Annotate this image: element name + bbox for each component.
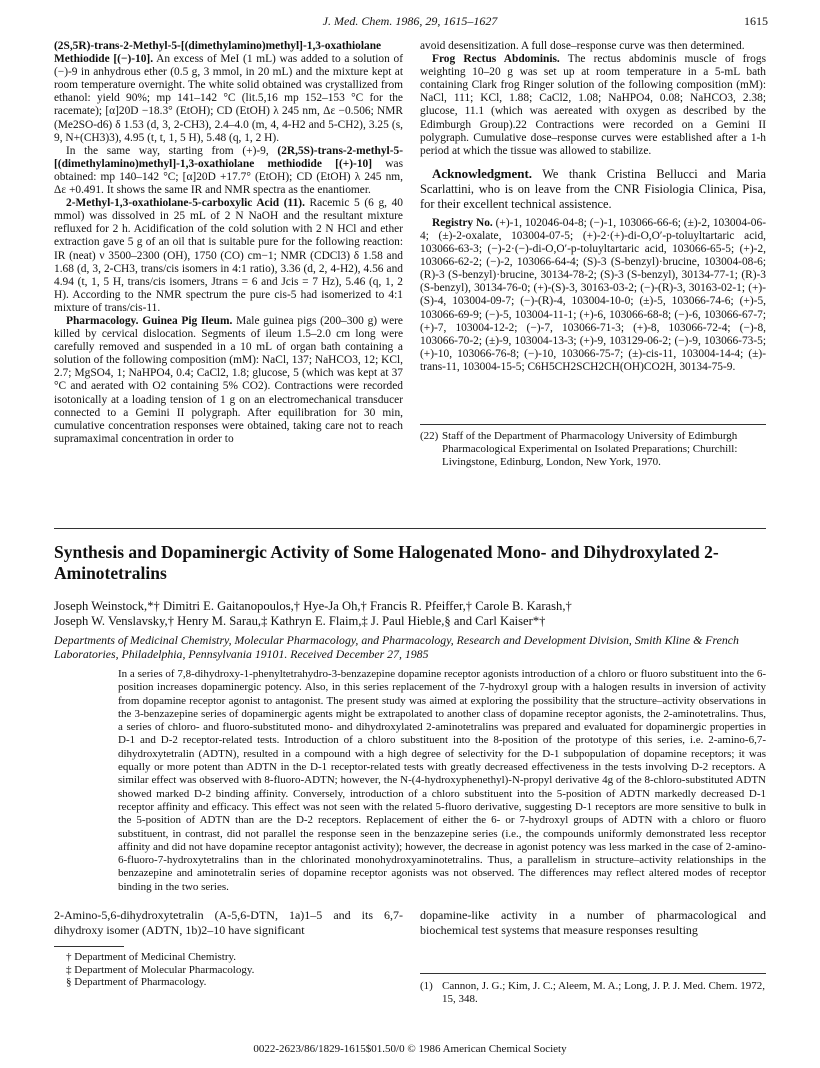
paragraph-carboxylic-acid	[54, 197, 403, 315]
paragraph-frog-rectus	[420, 53, 766, 158]
paragraph-methiodide	[54, 40, 403, 145]
section-heading: Frog Rectus Abdominis.	[432, 53, 560, 66]
footnote: ‡ Department of Molecular Pharmacology.	[66, 963, 255, 976]
paragraph-text: In the same way, starting from (+)-9,	[66, 144, 278, 157]
paragraph-continued: avoid desensitization. A full dose–response curve was then determined.	[420, 40, 745, 52]
paragraph-text: Racemic 5 (6 g, 40 mmol) was dissolved in 25 mL of 2 N NaOH and the resultant mixture refluxed for 2 h. Acidification of the cold solution with 2 N HCl and ether extraction gave 5 g of an oil that is suitable pure for the following reaction: IR (neat) ν 3500–2300 (OH), 1750 (CO) cm−1; NMR (CDCl3) δ 1.58 and 1.68 (d, 3, 2-CH3, trans/cis isomers in 4:1 ratio), 3.36 (d, 2, 4-H2), 4.56 and 4.94 (t, 1, 5 H, trans/cis isomers, Jtrans = 6 and Jcis = 7 Hz), 5.46 (q, 1, 2 H). According to the NMR spectrum the pure cis-5 had isomerized to 4:1 mixture of trans/cis-11.	[54, 197, 403, 314]
right-column	[420, 40, 766, 374]
authors-line: Joseph Weinstock,*† Dimitri E. Gaitanopoulos,† Hye-Ja Oh,† Francis R. Pfeiffer,† Carole B. Karash,†	[54, 599, 572, 613]
acknowledgment	[420, 166, 766, 212]
running-head	[52, 14, 768, 30]
footnote-rule	[420, 424, 766, 425]
introduction-left: 2-Amino-5,6-dihydroxytetralin (A-5,6-DTN, 1a)1–5 and its 6,7-dihydroxy isomer (ADTN, 1b)2–10 have significant	[54, 908, 403, 937]
authors-line: Joseph W. Venslavsky,† Henry M. Sarau,‡ Kathryn E. Flaim,‡ J. Paul Hieble,§ and Carl Kaiser*†	[54, 614, 546, 628]
footnote: § Department of Pharmacology.	[66, 976, 207, 989]
copyright-footer: 0022-2623/86/1829-1615$01.50/0 © 1986 American Chemical Society	[253, 1043, 567, 1055]
paragraph-enantiomer	[54, 145, 403, 197]
registry-numbers	[420, 217, 766, 374]
compound-heading: (2R,5S)-trans-2-methyl-5-[(dimethylamino)methyl]-1,3-oxathiolane methiodide [(+)-10]	[54, 144, 403, 170]
compound-heading: 2-Methyl-1,3-oxathiolane-5-carboxylic Acid (11).	[66, 197, 305, 210]
section-heading: Pharmacology. Guinea Pig Ileum.	[66, 314, 233, 327]
footnote: † Department of Medicinal Chemistry.	[66, 951, 237, 963]
affiliation: Departments of Medicinal Chemistry, Molecular Pharmacology, and Pharmacology, Research and Development Division, Smith Kline & French Laboratories, Philadelphia, Pennsylvania 19101. Received December 27, 1985	[54, 633, 739, 661]
reference-1	[420, 980, 766, 1006]
registry-heading: Registry No.	[432, 216, 493, 229]
reference-rule	[420, 973, 766, 974]
paragraph-text: was obtained: mp 140–142 °C; [α]20D +17.7° (EtOH); CD (EtOH) λ 245 nm, Δε +0.491. It shows the same IR and NMR spectra as the enantiomer.	[54, 157, 404, 197]
compound-heading: (2S,5R)-trans-2-Methyl-5-[(dimethylamino)methyl]-1,3-oxathiolane Methiodide [(−)-10].	[54, 40, 382, 66]
abstract: In a series of 7,8-dihydroxy-1-phenyltetrahydro-3-benzazepine dopamine receptor agonists introduction of a chloro or fluoro substituent into the 6-position increases dopaminergic potency. Also, in this series replacement of the 7-hydroxyl group with a halogen results in inversion of activity from dopamine receptor agonist to antagonist. The present study was aimed at exploring the possibility that the structure–activity observations in the 3-benzazepine series of dopaminergic agents might be extrapolated to another class of dopamine receptor agonists, the 2-aminotetralins. Thus, a series of chloro- and fluoro-substituted mono- and dihydroxylated 2-aminotetralins was prepared and evaluated for dopaminergic properties in D-1 and D-2 receptor-related tests. Introduction of a chloro substituent into the 8-position of the prototype of this series, i.e. 2-amino-6,7-dihydroxytetralin (ADTN), resulted in a compound with a high degree of selectivity for the D-1 subpopulation of dopamine receptors; it was equally or more potent than ADTN in the D-1 receptor-related tests with greatly decreased effectiveness in the tests involving D-2 receptors. A similar effect was observed with 8-fluoro-ADTN; however, the N-(4-hydroxyphenethyl)-N-propyl derivative 4g of the 8-chloro-substituted ADTN showed marked D-2 binding affinity. Conversely, introduction of a chloro substituent into the 5-position of ADTN markedly decreased D-1 receptor affinity and efficacy. This effect was not seen with the related 5-fluoro derivative, suggesting D-1 receptors are more sensitive to bulk in the 5-position of ADTN than are the D-2 receptors. Replacement of either the 6- or 7-hydroxyl groups of ADTN with a chloro or fluoro substituent, in contrast, did not parallel the response seen in the benzazepine series (i.e., the compounds uniformly demonstrated less receptor affinity and did not have dopamine receptor antagonist activity); however, the decrease in agonist potency was less marked in the case of 2-amino-6-fluoro-7-hydroxytetralins than in the chlorinated monohydroxyaminotetralins. Thus, a parallelism in structure–activity relationships in the benzazepine and aminotetralin series of dopamine receptor agonists was not observed. The differences may reflect altered modes of receptor binding in the two series.	[118, 668, 766, 893]
acknowledgment-heading: Acknowledgment.	[432, 165, 533, 181]
journal-citation: J. Med. Chem. 1986, 29, 1615–1627	[322, 14, 498, 28]
introduction-right: dopamine-like activity in a number of pharmacological and biochemical test systems that measure responses resulting	[420, 908, 766, 937]
reference-number: (22)	[420, 430, 439, 442]
reference-text: Staff of the Department of Pharmacology University of Edimburgh Pharmacological Experimental on Isolated Preparations; Churchill: Livingstone, Edinburg, London, New York, 1970.	[442, 430, 738, 468]
author-footnotes	[54, 951, 403, 989]
registry-text: (+)-1, 102046-04-8; (−)-1, 103066-66-6; (±)-2, 103004-06-4; (±)-2-oxalate, 103004-07-5; (+)-2·(+)-di-O,O′-p-toluyltartaric acid, 103066-63-3; (−)-2·(−)-di-O,O′-p-toluyltartaric acid, 103066-65-5; (+)-2, 103066-62-2; (−)-2, 103066-64-4; (S)-3 (S-benzyl)·brucine, 103004-08-6; (R)-3 (S-benzyl)·brucine, 30134-78-2; (S)-3 (S-benzyl), 30134-77-1; (R)-3 (S-benzyl), 30134-76-0; (+)-(S)-3, 30163-03-2; (−)-(R)-3, 30163-02-1; (+)-(S)-4, 103004-09-7; (−)-(R)-4, 103004-10-0; (±)-5, 103066-74-6; (+)-5, 103066-69-9; (−)-5, 103004-11-1; (+)-6, 103066-68-8; (−)-6, 103066-67-7; (+)-7, 103004-12-2; (−)-7, 103066-71-3; (+)-8, 103066-72-4; (−)-8, 103066-70-2; (±)-9, 103004-13-3; (+)-9, 103129-06-2; (−)-9, 103066-73-5; (+)-10, 103066-76-8; (−)-10, 103066-75-7; (±)-cis-11, 103004-14-4; (±)-trans-11, 103004-15-5; C6H5CH2SCH2CH(OH)CO2H, 30134-75-9.	[420, 216, 766, 373]
page-number: 1615	[744, 14, 768, 28]
article-divider	[54, 528, 766, 529]
authors	[54, 599, 766, 629]
reference-22	[420, 430, 766, 469]
left-column	[54, 40, 403, 446]
reference-number: (1)	[420, 980, 433, 992]
paragraph-text: An excess of MeI (1 mL) was added to a solution of (−)-9 in anhydrous ether (0.5 g, 3 mmol, in 20 mL) and the mixture kept at room temperature overnight. The white solid obtained was crystallized from ethanol: yield 90%; mp 141–142 °C (lit.5,16 mp 152–153 °C for the racemate); [α]20D −18.3° (EtOH); CD (EtOH) λ 245 nm, Δε −0.506; NMR (Me2SO-d6) δ 1.53 (d, 3, 2-CH3), 2.4–4.0 (m, 4, 4-H2 and 5-CH2), 3.25 (s, 9, N+(CH3)3), 4.95 (t, t, 1, 5 H), 5.48 (q, 1, 2 H).	[54, 53, 403, 144]
article-title: Synthesis and Dopaminergic Activity of Some Halogenated Mono- and Dihydroxylated 2-Aminotetralins	[54, 542, 719, 583]
paragraph-text: Male guinea pigs (200–300 g) were killed by cervical dislocation. Segments of ileum 1.5–2.0 cm long were carefully removed and suspended in a 10 mL of organ bath containing a solution of the following composition (mM): NaCl, 137; NaHCO3, 12; KCl, 2.7; MgSO4, 1; NaHPO4, 0.4; CaCl2, 1.8; glucose, 5 (which was kept at 37 °C and aerated with O2 containing 5% CO2). Contractions were recorded isotonically at a loading tension of 1 g on an electromechanical transducer connected to a Gemini II polygraph. After equilibration for 30 min, cumulative concentration responses were obtained, taking care not to reach supramaximal concentration in order to	[54, 314, 403, 445]
reference-text: Cannon, J. G.; Kim, J. C.; Aleem, M. A.; Long, J. P. J. Med. Chem. 1972, 15, 348.	[442, 980, 765, 1005]
acknowledgment-text: We thank Cristina Bellucci and Maria Scarlattini, who is on leave from the CNR Fisiologia Clinica, Pisa, for their excellent technical assistence.	[420, 166, 766, 211]
paragraph-text: The rectus abdominis muscle of frogs weighting 10–20 g was set up at room temperature in a 5-mL bath containing Clark frog Ringer solution of the following composition (mM): NaCl, 111; KCl, 1.88; CaCl2, 1.08; NaHPO4, 0.08; NaHCO3, 2.38; glucose, 11.1 (which was aereated with oxygen as described by the Edimburgh Group).22 Contractions were recorded on a Gemini II polygraph. Cumulative dose–response curves were established after a 1-h period at which the tissue was allowed to stabilize.	[420, 53, 766, 157]
footnote-rule	[54, 946, 124, 947]
paragraph-pharmacology	[54, 315, 403, 446]
